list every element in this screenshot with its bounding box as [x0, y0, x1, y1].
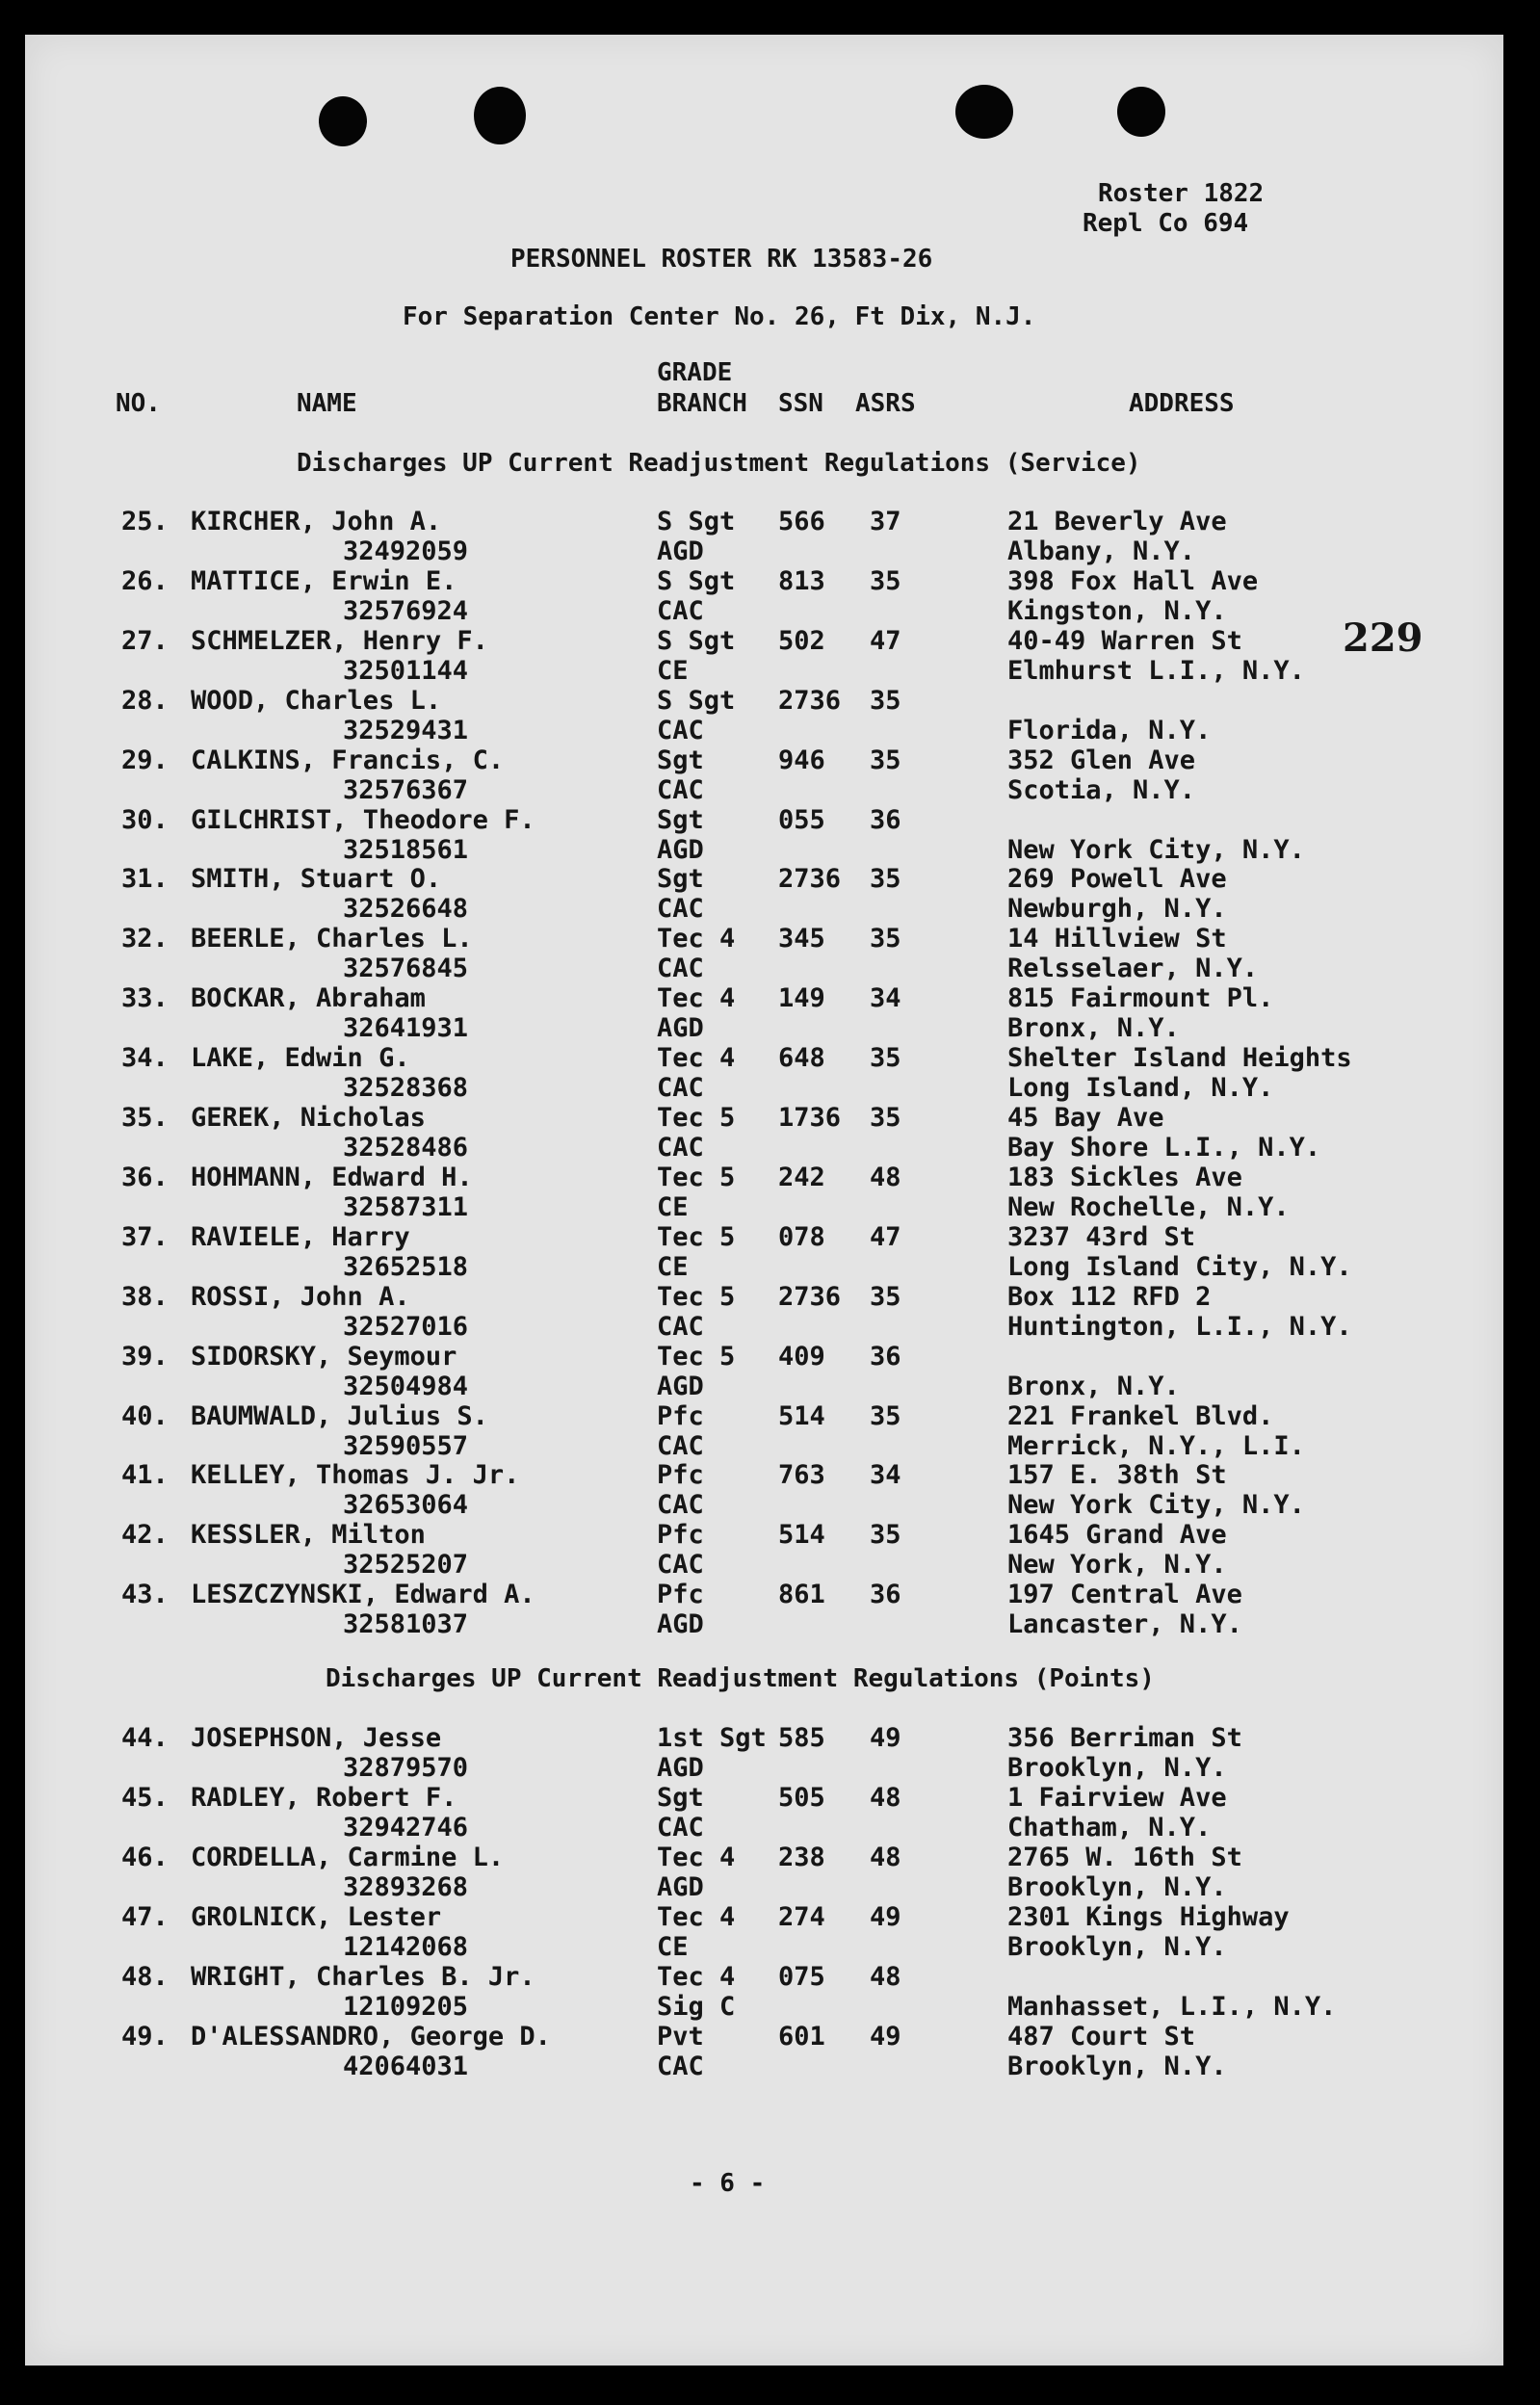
- entry-serial: 42064031: [343, 2051, 469, 2081]
- entry-ssn: 2736: [778, 864, 842, 895]
- entry-branch: AGD: [657, 1871, 704, 1902]
- entry-address-line1: 183 Sickles Ave: [1007, 1162, 1242, 1192]
- entry-ssn: 861: [778, 1580, 825, 1610]
- entry-name: CORDELLA, Carmine L.: [191, 1842, 505, 1872]
- entry-serial: 32576367: [343, 774, 469, 805]
- col-grade: GRADE: [657, 358, 733, 387]
- entry-asrs: 35: [870, 1400, 901, 1431]
- entry-serial: 32504984: [343, 1371, 469, 1401]
- entry-address-line2: Brooklyn, N.Y.: [1007, 1871, 1227, 1902]
- roster-entry: [25, 687, 1503, 746]
- entry-grade: Tec 4: [657, 1961, 736, 1992]
- entry-serial: 32528486: [343, 1133, 469, 1163]
- roster-entry: [25, 1104, 1503, 1163]
- entry-address-line2: Kingston, N.Y.: [1007, 595, 1227, 626]
- col-ssn: SSN: [778, 389, 823, 418]
- entry-serial: 32492059: [343, 536, 469, 566]
- entry-branch: CE: [657, 1251, 689, 1282]
- entry-address-line1: 2765 W. 16th St: [1007, 1842, 1242, 1872]
- entry-address-line2: Newburgh, N.Y.: [1007, 894, 1227, 925]
- entry-grade: Tec 5: [657, 1281, 736, 1312]
- entry-address-line1: 398 Fox Hall Ave: [1007, 565, 1259, 596]
- entry-address-line1: Shelter Island Heights: [1007, 1043, 1352, 1074]
- entry-ssn: 813: [778, 565, 825, 596]
- entry-name: WOOD, Charles L.: [191, 685, 442, 716]
- entry-name: KESSLER, Milton: [191, 1520, 426, 1551]
- entry-asrs: 35: [870, 1043, 901, 1074]
- entry-address-line2: Huntington, L.I., N.Y.: [1007, 1311, 1352, 1342]
- entry-serial: 32518561: [343, 834, 469, 865]
- entry-asrs: 49: [870, 1901, 901, 1932]
- entry-address-line2: Bronx, N.Y.: [1007, 1013, 1180, 1044]
- roster-page: [25, 35, 1503, 2366]
- entry-serial: 32525207: [343, 1550, 469, 1581]
- entry-number: 35.: [121, 1103, 169, 1133]
- roster-entry: [25, 1343, 1503, 1402]
- entry-branch: CE: [657, 1191, 689, 1222]
- entry-serial: 32576924: [343, 595, 469, 626]
- entry-address-line1: 815 Fairmount Pl.: [1007, 983, 1274, 1014]
- entry-number: 25.: [121, 507, 169, 536]
- entry-number: 45.: [121, 1782, 169, 1813]
- roster-entry: [25, 1963, 1503, 2023]
- punch-hole: [474, 87, 526, 144]
- entry-name: HOHMANN, Edward H.: [191, 1162, 473, 1192]
- entry-address-line2: Brooklyn, N.Y.: [1007, 1931, 1227, 1962]
- entry-grade: S Sgt: [657, 507, 736, 536]
- entry-asrs: 48: [870, 1162, 901, 1192]
- entry-name: GILCHRIST, Theodore F.: [191, 804, 535, 835]
- entry-ssn: 409: [778, 1341, 825, 1372]
- entry-name: KELLEY, Thomas J. Jr.: [191, 1460, 520, 1491]
- entry-ssn: 078: [778, 1221, 825, 1252]
- entry-address-line2: Chatham, N.Y.: [1007, 1812, 1212, 1843]
- entry-grade: S Sgt: [657, 565, 736, 596]
- roster-entry: [25, 567, 1503, 627]
- entry-number: 33.: [121, 983, 169, 1014]
- entry-asrs: 36: [870, 804, 901, 835]
- entry-serial: 32587311: [343, 1191, 469, 1222]
- entry-number: 48.: [121, 1961, 169, 1992]
- entry-serial: 32653064: [343, 1490, 469, 1521]
- entry-name: JOSEPHSON, Jesse: [191, 1723, 442, 1753]
- entry-name: D'ALESSANDRO, George D.: [191, 2021, 551, 2052]
- entry-name: SCHMELZER, Henry F.: [191, 625, 488, 656]
- roster-entry: [25, 865, 1503, 925]
- entry-serial: 32527016: [343, 1311, 469, 1342]
- roster-entry: [25, 1461, 1503, 1521]
- entry-address-line1: 487 Court St: [1007, 2021, 1196, 2052]
- entry-address-line2: Long Island, N.Y.: [1007, 1073, 1274, 1104]
- entry-ssn: 2736: [778, 1281, 842, 1312]
- page-subtitle: For Separation Center No. 26, Ft Dix, N.J.: [403, 302, 1036, 331]
- entry-address-line2: New Rochelle, N.Y.: [1007, 1191, 1290, 1222]
- roster-entry: [25, 1223, 1503, 1283]
- roster-entry: [25, 1784, 1503, 1843]
- entry-address-line2: Bay Shore L.I., N.Y.: [1007, 1133, 1321, 1163]
- entry-asrs: 48: [870, 1961, 901, 1992]
- entry-asrs: 34: [870, 1460, 901, 1491]
- section-heading-points: Discharges UP Current Readjustment Regulations (Points): [326, 1664, 1155, 1693]
- entry-ssn: 242: [778, 1162, 825, 1192]
- entry-grade: Pfc: [657, 1400, 704, 1431]
- entry-branch: AGD: [657, 1371, 704, 1401]
- entry-branch: CE: [657, 655, 689, 686]
- entry-asrs: 34: [870, 983, 901, 1014]
- entry-grade: S Sgt: [657, 685, 736, 716]
- entry-branch: CAC: [657, 1311, 704, 1342]
- entry-number: 41.: [121, 1460, 169, 1491]
- entry-branch: AGD: [657, 834, 704, 865]
- entry-branch: CAC: [657, 595, 704, 626]
- entry-number: 29.: [121, 745, 169, 775]
- entry-ssn: 075: [778, 1961, 825, 1992]
- entry-branch: CAC: [657, 1133, 704, 1163]
- entry-address-line2: Relsselaer, N.Y.: [1007, 954, 1259, 984]
- entry-number: 28.: [121, 685, 169, 716]
- col-no: NO.: [116, 389, 161, 418]
- entry-ssn: 345: [778, 924, 825, 954]
- entry-asrs: 48: [870, 1842, 901, 1872]
- roster-entry: [25, 508, 1503, 567]
- entry-address-line2: Bronx, N.Y.: [1007, 1371, 1180, 1401]
- entry-branch: AGD: [657, 536, 704, 566]
- entry-address-line2: New York City, N.Y.: [1007, 834, 1305, 865]
- entry-ssn: 238: [778, 1842, 825, 1872]
- entry-number: 31.: [121, 864, 169, 895]
- entry-number: 26.: [121, 565, 169, 596]
- entry-ssn: 1736: [778, 1103, 842, 1133]
- entry-grade: Tec 4: [657, 1842, 736, 1872]
- entry-number: 27.: [121, 625, 169, 656]
- entry-address-line1: 1 Fairview Ave: [1007, 1782, 1227, 1813]
- entry-ssn: 946: [778, 745, 825, 775]
- entry-branch: CE: [657, 1931, 689, 1962]
- entry-address-line2: Elmhurst L.I., N.Y.: [1007, 655, 1305, 686]
- entry-grade: Sgt: [657, 864, 704, 895]
- entry-serial: 32893268: [343, 1871, 469, 1902]
- roster-entry: [25, 1163, 1503, 1223]
- entry-name: WRIGHT, Charles B. Jr.: [191, 1961, 535, 1992]
- replacement-company: Repl Co 694: [1083, 209, 1249, 238]
- entry-asrs: 48: [870, 1782, 901, 1813]
- page-number: - 6 -: [690, 2169, 766, 2198]
- entry-address-line1: 40-49 Warren St: [1007, 625, 1242, 656]
- roster-number: Roster 1822: [1098, 179, 1265, 208]
- entry-grade: Tec 4: [657, 924, 736, 954]
- entry-name: LAKE, Edwin G.: [191, 1043, 410, 1074]
- entry-asrs: 35: [870, 1281, 901, 1312]
- entry-ssn: 514: [778, 1520, 825, 1551]
- entry-address-line1: 157 E. 38th St: [1007, 1460, 1227, 1491]
- entry-address-line2: Lancaster, N.Y.: [1007, 1609, 1242, 1640]
- entry-grade: Tec 4: [657, 1901, 736, 1932]
- section-heading-service: Discharges UP Current Readjustment Regulations (Service): [297, 449, 1141, 478]
- entry-serial: 32501144: [343, 655, 469, 686]
- roster-entry: [25, 2023, 1503, 2082]
- entry-grade: Sgt: [657, 745, 704, 775]
- entry-serial: 32942746: [343, 1812, 469, 1843]
- entry-number: 38.: [121, 1281, 169, 1312]
- entry-branch: CAC: [657, 774, 704, 805]
- entry-address-line2: Florida, N.Y.: [1007, 715, 1212, 745]
- entry-name: GEREK, Nicholas: [191, 1103, 426, 1133]
- entry-ssn: 149: [778, 983, 825, 1014]
- entry-name: RADLEY, Robert F.: [191, 1782, 457, 1813]
- entry-ssn: 763: [778, 1460, 825, 1491]
- roster-entry: [25, 627, 1503, 687]
- entry-serial: 32581037: [343, 1609, 469, 1640]
- entry-number: 42.: [121, 1520, 169, 1551]
- entry-number: 34.: [121, 1043, 169, 1074]
- entry-branch: CAC: [657, 1430, 704, 1461]
- entry-name: KIRCHER, John A.: [191, 507, 442, 536]
- entry-number: 47.: [121, 1901, 169, 1932]
- entry-address-line2: Merrick, N.Y., L.I.: [1007, 1430, 1305, 1461]
- entry-address-line1: Box 112 RFD 2: [1007, 1281, 1212, 1312]
- entry-grade: 1st Sgt: [657, 1723, 767, 1753]
- entry-grade: Sgt: [657, 1782, 704, 1813]
- entry-asrs: 47: [870, 1221, 901, 1252]
- entry-ssn: 505: [778, 1782, 825, 1813]
- col-address: ADDRESS: [1129, 389, 1235, 418]
- entry-grade: Pfc: [657, 1520, 704, 1551]
- roster-entry: [25, 1724, 1503, 1784]
- entry-serial: 32529431: [343, 715, 469, 745]
- roster-entry: [25, 1044, 1503, 1104]
- roster-entry: [25, 1521, 1503, 1581]
- roster-entry: [25, 984, 1503, 1044]
- entry-ssn: 514: [778, 1400, 825, 1431]
- entry-name: SMITH, Stuart O.: [191, 864, 442, 895]
- entry-address-line2: Long Island City, N.Y.: [1007, 1251, 1352, 1282]
- entry-name: ROSSI, John A.: [191, 1281, 410, 1312]
- entry-asrs: 35: [870, 864, 901, 895]
- entry-ssn: 274: [778, 1901, 825, 1932]
- entry-address-line2: Albany, N.Y.: [1007, 536, 1196, 566]
- entry-grade: Tec 5: [657, 1221, 736, 1252]
- entry-asrs: 47: [870, 625, 901, 656]
- entry-ssn: 601: [778, 2021, 825, 2052]
- roster-entry: [25, 1283, 1503, 1343]
- entry-number: 36.: [121, 1162, 169, 1192]
- entry-address-line1: 21 Beverly Ave: [1007, 507, 1227, 536]
- entry-serial: 32576845: [343, 954, 469, 984]
- entry-number: 39.: [121, 1341, 169, 1372]
- entry-serial: 32879570: [343, 1753, 469, 1783]
- entry-address-line1: 221 Frankel Blvd.: [1007, 1400, 1274, 1431]
- entry-name: BEERLE, Charles L.: [191, 924, 473, 954]
- entry-number: 46.: [121, 1842, 169, 1872]
- entry-address-line1: 269 Powell Ave: [1007, 864, 1227, 895]
- entry-serial: 32526648: [343, 894, 469, 925]
- col-asrs: ASRS: [855, 389, 916, 418]
- entry-address-line1: 356 Berriman St: [1007, 1723, 1242, 1753]
- entry-name: BAUMWALD, Julius S.: [191, 1400, 488, 1431]
- stamped-page-number: 229: [1343, 615, 1423, 661]
- entry-branch: CAC: [657, 1073, 704, 1104]
- entry-address-line1: 1645 Grand Ave: [1007, 1520, 1227, 1551]
- entry-serial: 12142068: [343, 1931, 469, 1962]
- entry-number: 49.: [121, 2021, 169, 2052]
- entry-grade: Tec 5: [657, 1162, 736, 1192]
- entry-address-line2: Manhasset, L.I., N.Y.: [1007, 1991, 1337, 2022]
- entry-ssn: 585: [778, 1723, 825, 1753]
- roster-entry: [25, 1843, 1503, 1903]
- entry-asrs: 35: [870, 924, 901, 954]
- entry-name: GROLNICK, Lester: [191, 1901, 442, 1932]
- entry-ssn: 566: [778, 507, 825, 536]
- entry-asrs: 35: [870, 1520, 901, 1551]
- entry-address-line2: New York City, N.Y.: [1007, 1490, 1305, 1521]
- entry-number: 30.: [121, 804, 169, 835]
- entry-number: 44.: [121, 1723, 169, 1753]
- entry-ssn: 648: [778, 1043, 825, 1074]
- col-name: NAME: [297, 389, 357, 418]
- col-branch: BRANCH: [657, 389, 747, 418]
- entry-asrs: 35: [870, 1103, 901, 1133]
- entry-grade: Pfc: [657, 1460, 704, 1491]
- entry-name: MATTICE, Erwin E.: [191, 565, 457, 596]
- entry-asrs: 36: [870, 1580, 901, 1610]
- punch-hole: [1117, 87, 1165, 137]
- entry-address-line1: 14 Hillview St: [1007, 924, 1227, 954]
- entry-branch: CAC: [657, 894, 704, 925]
- entry-branch: CAC: [657, 2051, 704, 2081]
- entry-branch: AGD: [657, 1753, 704, 1783]
- roster-entry: [25, 746, 1503, 806]
- entry-branch: CAC: [657, 1490, 704, 1521]
- entry-branch: Sig C: [657, 1991, 736, 2022]
- entry-grade: Tec 4: [657, 983, 736, 1014]
- entry-asrs: 37: [870, 507, 901, 536]
- entry-branch: CAC: [657, 1812, 704, 1843]
- entry-grade: Tec 5: [657, 1103, 736, 1133]
- entry-name: RAVIELE, Harry: [191, 1221, 410, 1252]
- roster-entry: [25, 925, 1503, 984]
- entry-grade: Sgt: [657, 804, 704, 835]
- entry-address-line2: New York, N.Y.: [1007, 1550, 1227, 1581]
- entry-branch: CAC: [657, 715, 704, 745]
- entry-address-line1: 2301 Kings Highway: [1007, 1901, 1290, 1932]
- entry-number: 40.: [121, 1400, 169, 1431]
- entry-branch: AGD: [657, 1609, 704, 1640]
- entry-branch: CAC: [657, 954, 704, 984]
- entry-asrs: 36: [870, 1341, 901, 1372]
- entry-grade: Pvt: [657, 2021, 704, 2052]
- entry-address-line2: Brooklyn, N.Y.: [1007, 1753, 1227, 1783]
- entry-number: 32.: [121, 924, 169, 954]
- roster-entry: [25, 1581, 1503, 1640]
- entry-ssn: 055: [778, 804, 825, 835]
- entry-serial: 32528368: [343, 1073, 469, 1104]
- entry-serial: 32590557: [343, 1430, 469, 1461]
- entry-serial: 32652518: [343, 1251, 469, 1282]
- entry-asrs: 35: [870, 745, 901, 775]
- entry-number: 37.: [121, 1221, 169, 1252]
- entry-branch: AGD: [657, 1013, 704, 1044]
- entry-ssn: 2736: [778, 685, 842, 716]
- entry-address-line2: Brooklyn, N.Y.: [1007, 2051, 1227, 2081]
- entry-name: SIDORSKY, Seymour: [191, 1341, 457, 1372]
- entry-address-line1: 45 Bay Ave: [1007, 1103, 1164, 1133]
- page-title: PERSONNEL ROSTER RK 13583-26: [510, 245, 933, 274]
- entry-asrs: 35: [870, 565, 901, 596]
- punch-hole: [955, 85, 1013, 139]
- entry-asrs: 49: [870, 1723, 901, 1753]
- entry-grade: Tec 4: [657, 1043, 736, 1074]
- entry-name: BOCKAR, Abraham: [191, 983, 426, 1014]
- entry-grade: Pfc: [657, 1580, 704, 1610]
- entry-address-line1: 197 Central Ave: [1007, 1580, 1242, 1610]
- entry-grade: Tec 5: [657, 1341, 736, 1372]
- roster-entry: [25, 1903, 1503, 1963]
- entry-asrs: 35: [870, 685, 901, 716]
- entry-address-line1: 352 Glen Ave: [1007, 745, 1196, 775]
- punch-hole: [319, 96, 367, 146]
- entry-branch: CAC: [657, 1550, 704, 1581]
- entry-address-line1: 3237 43rd St: [1007, 1221, 1196, 1252]
- entry-grade: S Sgt: [657, 625, 736, 656]
- entry-name: CALKINS, Francis, C.: [191, 745, 505, 775]
- entry-asrs: 49: [870, 2021, 901, 2052]
- entry-number: 43.: [121, 1580, 169, 1610]
- roster-entry: [25, 1402, 1503, 1462]
- entry-serial: 12109205: [343, 1991, 469, 2022]
- entry-ssn: 502: [778, 625, 825, 656]
- entry-name: LESZCZYNSKI, Edward A.: [191, 1580, 535, 1610]
- roster-entry: [25, 806, 1503, 866]
- entry-serial: 32641931: [343, 1013, 469, 1044]
- entry-address-line2: Scotia, N.Y.: [1007, 774, 1196, 805]
